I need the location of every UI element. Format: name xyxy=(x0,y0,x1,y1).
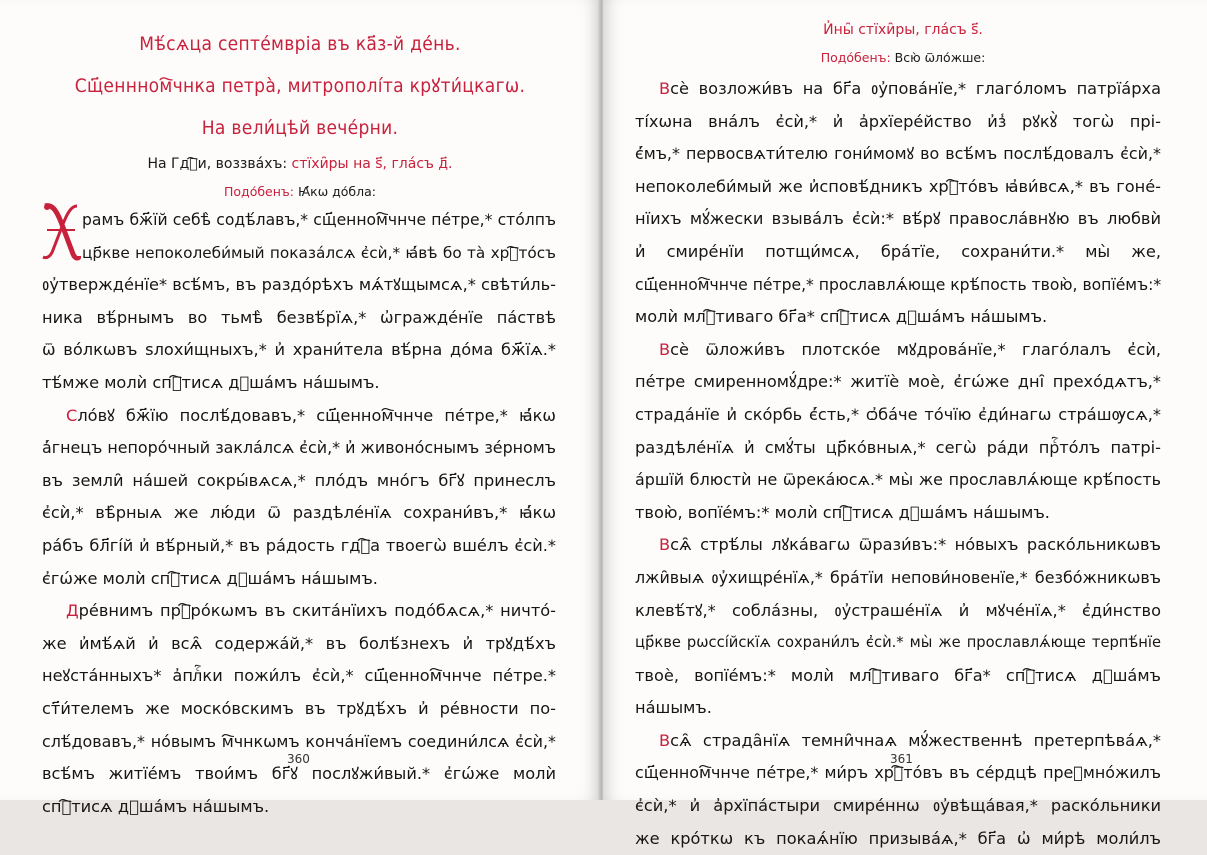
text-line: рамъ бж҃їй себѣ̀ содѣ́лавъ,* сщ҃енном҇чнче пе́тре,* сто́лпъ xyxy=(82,211,556,229)
text-line: клевѣ́тꙋ,* собла́зны, ᲂу҆страше́нїѧ и҆ мꙋче́нїѧ,* є҆ди́нство xyxy=(635,600,1161,620)
page-number-right: 361 xyxy=(890,752,913,766)
text-line: Дре́внимъ прⷪ҇ро́кѡмъ въ скита́нїихъ подо́бѧсѧ,* ничто́- xyxy=(66,601,556,621)
podoben-melody: Всю̀ ѿло́жше: xyxy=(894,50,986,65)
text-line: Всѧ̑ стрѣ́лы лꙋка́вагѡ ѿрази́въ:* но́выхъ раско́льникѡвъ xyxy=(659,535,1161,555)
text-line: сщ҃енном҇чнче пе́тре,* ми́ръ хрⷭ҇то́въ въ се́рдцѣ преꙋмно́жилъ xyxy=(635,763,1161,783)
text-line: цр҃кве рѡссі́йскїѧ сохрани́лъ є҆сѝ.* мы̀ же прославлѧ́юще терпѣ́нїе xyxy=(635,634,1161,652)
text-line: же и҆мѣ́ѧй и҆ всѧ̑ содержа́й,* въ болѣ́знехъ и҆ трꙋдѣ́хъ xyxy=(42,633,556,653)
text-line: въ земли̑ на́шей сокры́вѧсѧ,* пло́дъ мно́гъ бг҃ꙋ принеслъ xyxy=(42,470,556,490)
text-line: Всѐ возложи́въ на бг҃а ᲂу҆пова́нїе,* глаго́ломъ патрїа́рха xyxy=(659,79,1161,98)
podoben-line xyxy=(40,184,560,199)
text-line: раздѣле́нїѧ и҆ смꙋ́ты цр҃ко́вныѧ,* сегѡ̀ ра́ди прⷭ҇то́лъ патрі- xyxy=(635,437,1161,457)
initial-letter: Д xyxy=(66,601,79,621)
text-line: є҆сѝ,* и҆ а҆рхїпа́стыри смире́ннѡ ᲂу҆вѣща́вая,* раско́льники xyxy=(635,796,1161,816)
text-line: на́шымъ. xyxy=(635,698,712,718)
initial-letter: С xyxy=(66,405,78,425)
podoben-line-right xyxy=(643,50,1163,65)
text-line: пе́тре смиренномꙋ́дре:* житїѐ моѐ, є҆гѡ́же дні̑ прехо́дѧтъ,* xyxy=(635,372,1161,392)
text-line: сщ҃енном҇чнче пе́тре,* прославлѧ́юще крѣ́пость твою̀, вопїе́мъ:* xyxy=(635,275,1162,294)
initial-letter: В xyxy=(659,79,671,98)
text-line: а҆́гнецъ непоро́чный закла́лсѧ є҆сѝ,* и҆ живоно́снымъ зе́рномъ xyxy=(42,438,556,458)
text-line: твоѐ, вопїе́мъ:* молѝ млⷭ҇тиваго бг҃а* спⷭ҇тисѧ дꙋша́мъ xyxy=(635,665,1161,685)
text-line: є҆гѡ́же молѝ спⷭ҇тисѧ дꙋша́мъ на́шымъ. xyxy=(42,568,378,588)
page-number-left: 360 xyxy=(287,752,310,766)
text-line: ра́бъ бл҃гі́й и҆ вѣ́рный,* въ ра́дость гдⷭ҇а твоегѡ̀ вше́лъ є҆сѝ.* xyxy=(42,535,556,555)
text-line: слѣ́довавъ,* но́вымъ м҇чнкѡмъ конча́нїемъ соедини́лсѧ є҆сѝ,* xyxy=(42,731,556,751)
initial-letter: В xyxy=(659,730,671,750)
initial-letter: В xyxy=(659,535,671,555)
text-line: спⷭ҇тисѧ дꙋша́мъ на́шымъ. xyxy=(42,796,270,816)
text-line: Сло́вꙋ бж҃їю послѣ́довавъ,* сщ҃енном҇чнче пе́тре,* ꙗ҆́кѡ xyxy=(66,405,556,425)
text-line: непоколеби́мый же и҆сповѣ́дникъ хрⷭ҇то́въ ꙗ҆ви́всѧ,* въ гоне́- xyxy=(635,176,1161,196)
page-title-vespers: На вели́цѣй вече́рни. xyxy=(201,117,399,139)
text-line: всѣ́мъ житїе́мъ твои́мъ бг҃ꙋ послꙋжи́вый.* є҆гѡ́же молѝ xyxy=(42,764,556,784)
podoben-label: Подо́бенъ: xyxy=(224,184,298,199)
text-line: лжи̑выѧ ᲂу҆хищре́нїѧ,* бра́тїи непови́новенїе,* безбо́жникѡвъ xyxy=(635,567,1161,587)
stichera-text-left xyxy=(42,204,556,823)
text-line: молѝ млⷭ҇тиваго бг҃а* спⷭ҇тисѧ дꙋша́мъ на́шымъ. xyxy=(635,307,1048,327)
page-title-month: Мѣ́сѧца септе́мвріа въ ка҃з-й де́нь. xyxy=(139,33,461,55)
text-line: нїихъ мꙋ́жески взыва́лъ є҆сѝ:* вѣ́рꙋ правосла́внꙋю въ любвѝ xyxy=(635,209,1161,229)
podoben-label: Подо́бенъ: xyxy=(820,50,895,65)
text-line: страда́нїе и҆ ско́рбь є҆́сть,* ѻ҆ба́че то́чїю є҆ди́нагѡ стра́шѹсѧ,* xyxy=(635,404,1161,424)
initial-letter: В xyxy=(659,339,671,359)
section-heading-right xyxy=(643,22,1163,38)
left-page xyxy=(0,0,600,816)
text-line: же кро́ткѡ къ покаѧ́нїю призыва́ѧ,* бг҃а ѡ҆ ми́рѣ моли́лъ xyxy=(635,828,1161,848)
text-line: ѿ во́лкѡвъ ѕлохи́щныхъ,* и҆ храни́тела вѣ́рна до́ма бж҃їѧ.* xyxy=(42,340,556,360)
text-line: неꙋста́нныхъ* а҆плⷭ҇ки пожи́лъ є҆сѝ,* сщ҃енном҇чнче пе́тре.* xyxy=(42,666,556,686)
text-line: є҆́мъ,* первосвѧти́телю гони́момꙋ во всѣ́мъ послѣ́довалъ є҆сѝ,* xyxy=(635,144,1161,164)
section-heading xyxy=(40,156,560,172)
heading-red: И҆ны̑ стїхи̑ры, гла́съ ѕ҃. xyxy=(823,22,983,38)
text-line: ника вѣ́рнымъ во тьмѣ̀ безвѣ́рїѧ,* ѡ҆гражде́нїе па́ствѣ xyxy=(42,307,556,327)
text-line: а́ршїй блюстѝ не ѿрека́юсѧ.* мы̀ же прославлѧ́юще крѣ́пость xyxy=(635,470,1161,490)
text-line: ті́хѡна вна́лъ є҆сѝ,* и҆ а҆рхїере́йство и҆з̾ рꙋкꙋ̀ тогѡ̀ прі- xyxy=(635,111,1161,131)
text-line: твою̀, вопїе́мъ:* молѝ спⷭ҇тисѧ дꙋша́мъ на́шымъ. xyxy=(635,502,1050,522)
heading-black: На Гдⷭ҇и, воззва́хъ: xyxy=(147,156,292,172)
text-line: Всѧ̑ страда̑нїѧ темни̑чнаѧ мꙋ́жественнѣ претерпѣва́ѧ,* xyxy=(659,730,1161,750)
stichera-text-right xyxy=(635,73,1161,855)
text-line: Всѐ ѿложи́въ плотско́е мꙋдрова́нїе,* глаго́лалъ є҆сѝ, xyxy=(659,339,1161,359)
page-title-saint: Сщ҃еннном҇чнка петра̀, митрополі́та крꙋти́цкагѡ. xyxy=(74,75,526,97)
text-line: и҆ смире́нїи потщи́мсѧ, бра́тїе, сохрани́ти.* мы̀ же, xyxy=(635,241,1161,261)
text-line: ст҃и́телемъ же моско́вскимъ въ трꙋдѣ́хъ и҆ ре́вности по- xyxy=(42,698,556,718)
text-line: ᲂу҆твержде́нїе* всѣ́мъ, въ раздо́рѣхъ мѧ́тꙋщымсѧ,* свѣти́ль- xyxy=(42,275,556,295)
text-line: цр҃кве непоколеби́мый показа́лсѧ є҆сѝ,* ꙗ҆́вѣ бо та̀ хрⷭ҇то́съ xyxy=(82,243,556,262)
heading-red: стїхи̑ры на ѕ҃, гла́съ д҃. xyxy=(291,156,453,172)
text-line: є҆сѝ,* вѣ̑рныѧ же лю́ди ѿ раздѣле́нїѧ сохрани́въ,* ꙗ҆́кѡ xyxy=(42,503,556,523)
text-line: тѣ́мже молѝ спⷭ҇тисѧ дꙋша́мъ на́шымъ. xyxy=(42,372,380,392)
podoben-melody: Ꙗ҆́кѡ до́бла: xyxy=(297,184,376,199)
right-page xyxy=(603,0,1207,848)
